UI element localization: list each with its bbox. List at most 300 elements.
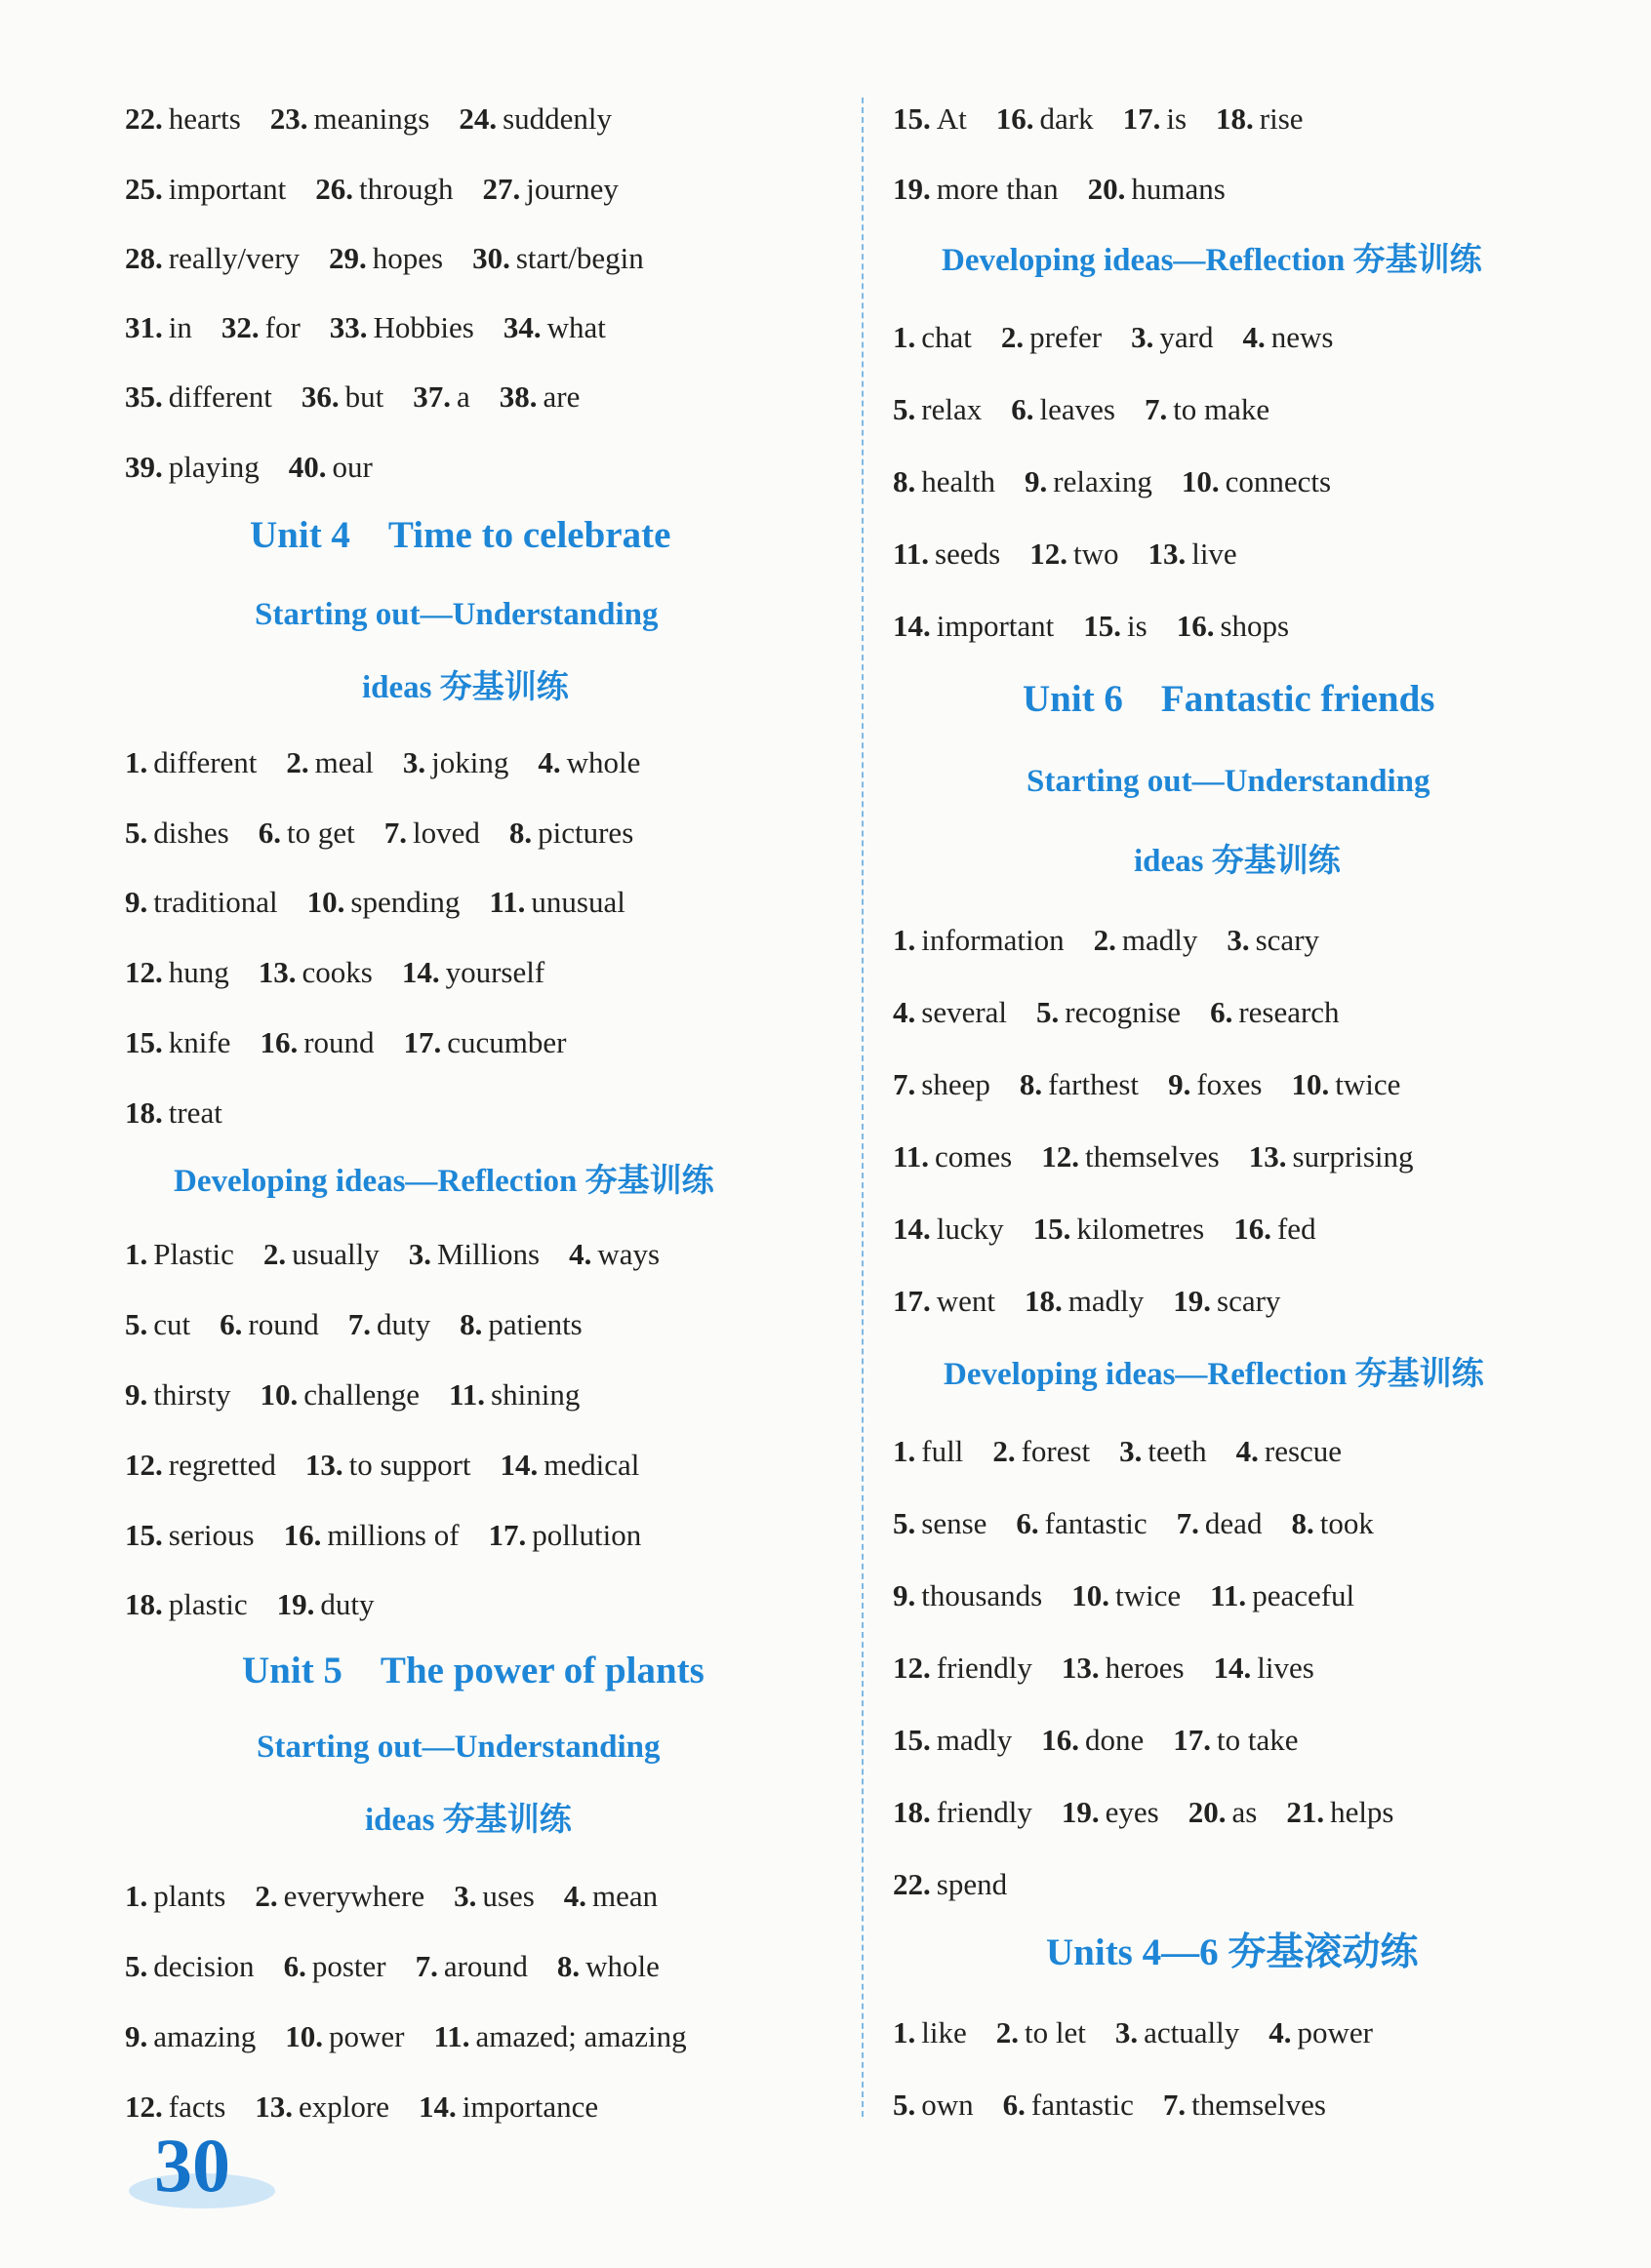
answer-line [125, 2088, 627, 2127]
answer-text: yourself [445, 955, 545, 989]
answer-text: fantastic [1044, 1506, 1148, 1540]
answer-number: 8. [1291, 1506, 1314, 1540]
answer-number: 6. [1011, 392, 1034, 426]
answer-number: 5. [893, 392, 916, 426]
answer-line [125, 1094, 252, 1133]
answer-text: friendly [936, 1651, 1032, 1685]
answer-number: 33. [329, 310, 368, 344]
answer-number: 7. [1176, 1506, 1199, 1540]
answer-number: 6. [1002, 2088, 1026, 2122]
unit-heading: Unit 5 The power of plants [242, 1650, 705, 1691]
answer-text: Millions [436, 1237, 541, 1271]
answer-item [416, 1947, 528, 1986]
answer-text: actually [1144, 2015, 1240, 2049]
answer-text: what [546, 310, 606, 344]
answer-item [1083, 607, 1147, 646]
answer-text: twice [1115, 1578, 1182, 1612]
answer-item [893, 462, 995, 501]
answer-item [1119, 1432, 1207, 1471]
answer-number: 4. [538, 745, 561, 779]
answer-number: 25. [125, 172, 163, 206]
answer-text: foxes [1196, 1067, 1263, 1101]
answer-number: 8. [556, 1949, 581, 1983]
answer-text: medical [544, 1448, 640, 1482]
answer-number: 11. [893, 537, 930, 571]
answer-number: 40. [288, 450, 327, 484]
answer-item [1268, 2013, 1373, 2052]
answer-number: 2. [1093, 923, 1116, 957]
answer-text: to take [1217, 1723, 1299, 1757]
answer-line [125, 814, 663, 853]
answer-number: 17. [488, 1518, 527, 1552]
answer-text: sheep [921, 1067, 990, 1101]
answer-text: full [921, 1434, 964, 1468]
answer-item [284, 1516, 460, 1555]
answer-number: 10. [1181, 464, 1220, 498]
answer-text: ways [597, 1237, 661, 1271]
answer-text: lucky [936, 1212, 1004, 1246]
answer-text: teeth [1148, 1434, 1207, 1468]
answer-item [125, 2088, 225, 2127]
answer-item [125, 1516, 255, 1555]
answer-line [125, 1375, 609, 1414]
answer-number: 26. [315, 172, 354, 206]
answer-text: meanings [313, 101, 430, 136]
answer-text: recognise [1065, 995, 1182, 1029]
answer-number: 15. [125, 1518, 163, 1552]
answer-text: suddenly [503, 101, 613, 136]
answer-line [125, 308, 635, 347]
answer-text: for [264, 310, 301, 344]
answer-line [893, 535, 1267, 574]
answer-number: 19. [893, 172, 931, 206]
answer-line [893, 1210, 1346, 1249]
answer-item [1227, 921, 1319, 960]
answer-item [125, 1305, 190, 1344]
answer-item [305, 1446, 471, 1485]
answer-line [893, 1065, 1430, 1104]
answer-text: shining [491, 1377, 581, 1412]
answer-number: 10. [306, 885, 345, 919]
answer-number: 36. [301, 379, 340, 414]
answer-item [260, 1023, 374, 1062]
answer-item [1094, 921, 1198, 960]
answer-text: round [303, 1025, 375, 1059]
answer-item [1249, 1137, 1414, 1176]
answer-number: 27. [482, 172, 521, 206]
answer-line [125, 953, 574, 992]
answer-number: 3. [454, 1879, 477, 1913]
answer-number: 2. [262, 1237, 287, 1271]
answer-item [125, 170, 286, 209]
answer-text: information [921, 923, 1065, 957]
answer-item [893, 1865, 1007, 1904]
answer-text: journey [526, 172, 619, 206]
answer-line [893, 1793, 1424, 1832]
answer-item [402, 953, 544, 992]
answer-text: everywhere [283, 1879, 425, 1913]
answer-number: 14. [893, 1212, 931, 1246]
answer-number: 3. [1227, 923, 1250, 957]
answer-text: amazing [153, 2019, 257, 2053]
answer-item [1020, 1065, 1139, 1104]
answer-item [459, 99, 612, 139]
answer-item [270, 99, 430, 139]
answer-text: power [329, 2019, 405, 2053]
answer-item [472, 239, 644, 278]
answer-item [307, 883, 461, 922]
answer-line [125, 1235, 689, 1274]
answer-number: 18. [1216, 101, 1254, 136]
answer-item [503, 308, 606, 347]
answer-item [893, 607, 1054, 646]
answer-item [1071, 1576, 1181, 1615]
answer-number: 9. [1025, 464, 1048, 498]
answer-text: spending [350, 885, 461, 919]
answer-item [1011, 390, 1115, 429]
answer-item [284, 1947, 386, 1986]
answer-line [893, 1282, 1309, 1321]
answer-item [263, 1235, 380, 1274]
answer-text: a [457, 379, 470, 414]
answer-item [893, 318, 972, 357]
answer-text: connects [1225, 464, 1332, 498]
answer-number: 15. [1032, 1212, 1071, 1246]
answer-line [125, 1585, 404, 1624]
answer-line [125, 1023, 596, 1062]
answer-number: 5. [893, 2088, 916, 2122]
answer-number: 7. [1144, 392, 1168, 426]
answer-number: 16. [283, 1518, 322, 1552]
answer-number: 6. [220, 1307, 243, 1341]
answer-item [125, 1446, 276, 1485]
answer-text: hopes [372, 241, 444, 275]
answer-text: knife [168, 1025, 231, 1059]
answer-item [404, 1023, 567, 1062]
answer-text: amazed; amazing [475, 2019, 687, 2053]
answer-item [454, 1877, 535, 1916]
answer-text: playing [168, 450, 260, 484]
answer-number: 3. [1114, 2015, 1139, 2049]
answer-number: 13. [1148, 537, 1187, 571]
answer-item [260, 1375, 420, 1414]
answer-text: hearts [168, 101, 241, 136]
answer-text: regretted [168, 1448, 276, 1482]
answer-number: 19. [1173, 1284, 1212, 1318]
answer-item [1210, 993, 1340, 1032]
answer-number: 3. [1131, 320, 1154, 354]
answer-number: 1. [125, 1237, 148, 1271]
answer-number: 1. [893, 320, 916, 354]
answer-text: farthest [1048, 1067, 1140, 1101]
answer-item [557, 1947, 660, 1986]
answer-text: joking [431, 745, 509, 779]
answer-number: 12. [1029, 537, 1067, 571]
answer-text: pictures [538, 816, 634, 850]
answer-item [893, 2086, 974, 2125]
answer-line [125, 378, 609, 417]
answer-item [1003, 2086, 1134, 2125]
answer-text: importance [462, 2089, 599, 2124]
answer-number: 30. [472, 241, 510, 275]
answer-number: 22. [893, 1867, 931, 1901]
answer-text: themselves [1191, 2088, 1326, 2122]
answer-number: 3. [408, 1237, 431, 1271]
answer-item [125, 2017, 256, 2056]
answer-item [1041, 1137, 1220, 1176]
answer-number: 2. [992, 1434, 1016, 1468]
answer-text: madly [936, 1723, 1013, 1757]
answer-item [1088, 170, 1226, 209]
answer-text: different [168, 379, 272, 414]
answer-text: plastic [168, 1587, 248, 1621]
answer-item [1168, 1065, 1262, 1104]
answer-text: start/begin [515, 241, 644, 275]
answer-number: 9. [125, 885, 148, 919]
answer-item [125, 239, 300, 278]
answer-number: 15. [125, 1025, 163, 1059]
answer-item [1123, 99, 1187, 139]
answer-number: 24. [459, 101, 498, 136]
answer-text: plants [153, 1879, 226, 1913]
answer-number: 12. [1041, 1139, 1079, 1174]
answer-item [403, 743, 508, 782]
answer-text: madly [1121, 923, 1198, 957]
answer-text: went [936, 1284, 996, 1318]
answer-number: 14. [401, 955, 440, 989]
answer-line [893, 462, 1360, 501]
answer-number: 13. [258, 955, 297, 989]
answer-text: different [153, 745, 258, 779]
answer-item [1177, 607, 1289, 646]
answer-number: 4. [563, 1879, 587, 1913]
answer-item [125, 1023, 230, 1062]
answer-line [893, 2086, 1355, 2125]
section-heading: Developing ideas—Reflection 夯基训练 [174, 1164, 714, 1199]
answer-item [893, 1282, 995, 1321]
answer-item [125, 1947, 255, 1986]
answer-item [1216, 99, 1304, 139]
answer-text: whole [566, 745, 641, 779]
answer-text: two [1072, 537, 1119, 571]
answer-text: millions of [327, 1518, 460, 1552]
answer-text: meal [314, 745, 374, 779]
answer-line [893, 607, 1318, 646]
answer-text: serious [168, 1518, 255, 1552]
answer-number: 5. [893, 1506, 916, 1540]
answer-text: peaceful [1252, 1578, 1355, 1612]
answer-item [315, 170, 453, 209]
answer-item [125, 1235, 234, 1274]
answer-text: our [332, 450, 373, 484]
answer-text: challenge [303, 1377, 420, 1412]
answer-item [1041, 1721, 1144, 1760]
answer-text: spend [936, 1867, 1008, 1901]
answer-text: dishes [153, 816, 229, 850]
answer-text: pollution [532, 1518, 642, 1552]
answer-text: usually [292, 1237, 380, 1271]
answer-text: prefer [1029, 320, 1103, 354]
answer-item [893, 1793, 1032, 1832]
answer-number: 10. [1291, 1067, 1330, 1101]
answer-text: cooks [302, 955, 373, 989]
answer-item [1062, 1793, 1159, 1832]
answer-text: thousands [921, 1578, 1043, 1612]
answer-text: duty [320, 1587, 375, 1621]
answer-number: 8. [893, 464, 916, 498]
answer-text: loved [413, 816, 480, 850]
answer-item [489, 883, 624, 922]
answer-number: 15. [1083, 609, 1122, 643]
answer-number: 7. [1162, 2088, 1187, 2122]
answer-line [893, 318, 1362, 357]
answer-number: 7. [415, 1949, 438, 1983]
answer-text: is [1127, 609, 1148, 643]
answer-item [449, 1375, 580, 1414]
answer-line [893, 921, 1349, 960]
answer-text: like [921, 2015, 967, 2049]
answer-item [893, 99, 967, 139]
answer-item [893, 1721, 1012, 1760]
answer-item [569, 1235, 660, 1274]
answer-item [460, 1305, 583, 1344]
section-heading: ideas 夯基训练 [362, 670, 569, 705]
answer-text: friendly [936, 1795, 1032, 1829]
answer-text: health [921, 464, 995, 498]
answer-item [893, 1649, 1032, 1688]
answer-number: 9. [125, 2019, 148, 2053]
answer-item [1173, 1282, 1280, 1321]
answer-item [259, 814, 355, 853]
answer-number: 2. [995, 2015, 1019, 2049]
answer-number: 39. [125, 450, 163, 484]
answer-text: scary [1255, 923, 1320, 957]
answer-number: 14. [500, 1448, 539, 1482]
answer-text: unusual [531, 885, 625, 919]
answer-item [289, 448, 373, 487]
answer-item [893, 1576, 1042, 1615]
answer-item [348, 1305, 430, 1344]
answer-number: 1. [893, 2015, 916, 2049]
answer-item [1163, 2086, 1326, 2125]
answer-text: dark [1039, 101, 1094, 136]
answer-text: traditional [153, 885, 278, 919]
answer-item [1210, 1576, 1354, 1615]
answer-text: At [936, 101, 967, 136]
answer-text: is [1166, 101, 1188, 136]
answer-item [1025, 1282, 1144, 1321]
answer-item [1029, 535, 1118, 574]
answer-item [302, 378, 383, 417]
answer-line [125, 1305, 612, 1344]
answer-item [125, 1094, 222, 1133]
answer-text: fantastic [1030, 2088, 1134, 2122]
answer-number: 20. [1188, 1795, 1227, 1829]
answer-line [893, 390, 1299, 429]
answer-item [419, 2088, 598, 2127]
answer-text: as [1231, 1795, 1258, 1829]
answer-item [1036, 993, 1181, 1032]
answer-item [125, 953, 229, 992]
answer-text: scary [1217, 1284, 1281, 1318]
answer-text: helps [1330, 1795, 1394, 1829]
answer-number: 1. [125, 745, 148, 779]
answer-item [1062, 1649, 1185, 1688]
answer-text: are [543, 379, 581, 414]
answer-text: kilometres [1076, 1212, 1205, 1246]
answer-item [255, 2088, 389, 2127]
answer-line [125, 2017, 716, 2056]
answer-item [1001, 318, 1102, 357]
column-divider [862, 98, 864, 2117]
answer-number: 11. [893, 1139, 930, 1174]
answer-item [1145, 390, 1269, 429]
answer-text: yard [1159, 320, 1214, 354]
answer-text: research [1238, 995, 1340, 1029]
answer-text: madly [1067, 1284, 1145, 1318]
answer-text: news [1270, 320, 1334, 354]
answer-text: to support [348, 1448, 471, 1482]
answer-number: 8. [1019, 1067, 1043, 1101]
answer-item [330, 308, 474, 347]
answer-item [1173, 1721, 1298, 1760]
answer-number: 14. [419, 2089, 457, 2124]
answer-text: but [344, 379, 384, 414]
section-heading: Starting out—Understanding [257, 1730, 661, 1765]
answer-text: important [168, 172, 287, 206]
answer-number: 20. [1087, 172, 1126, 206]
answer-number: 14. [1213, 1651, 1252, 1685]
answer-item [1291, 1504, 1373, 1543]
answer-text: several [921, 995, 1008, 1029]
section-heading: Starting out—Understanding [1027, 764, 1430, 799]
answer-line [893, 99, 1333, 139]
answer-item [538, 743, 640, 782]
answer-number: 2. [286, 745, 309, 779]
answer-item [125, 1375, 230, 1414]
answer-number: 1. [893, 923, 916, 957]
answer-text: surprising [1292, 1139, 1414, 1174]
answer-item [992, 1432, 1090, 1471]
answer-text: important [936, 609, 1055, 643]
answer-number: 5. [125, 1949, 148, 1983]
answer-number: 9. [893, 1578, 916, 1612]
answer-item [509, 814, 633, 853]
answer-item [893, 1137, 1012, 1176]
answer-number: 8. [508, 816, 533, 850]
answer-item [434, 2017, 687, 2056]
answer-text: Plastic [153, 1237, 234, 1271]
answer-item [893, 1432, 963, 1471]
answer-item [1025, 462, 1152, 501]
answer-text: decision [153, 1949, 255, 1983]
answer-number: 7. [347, 1307, 371, 1341]
answer-number: 19. [276, 1587, 315, 1621]
answer-line [893, 993, 1369, 1032]
answer-number: 17. [403, 1025, 442, 1059]
answer-item [277, 1585, 375, 1624]
answer-number: 32. [221, 310, 260, 344]
answer-number: 2. [255, 1879, 278, 1913]
answer-text: own [921, 2088, 974, 2122]
answer-text: thirsty [153, 1377, 231, 1412]
answer-line [893, 1137, 1443, 1176]
answer-text: heroes [1105, 1651, 1185, 1685]
answer-number: 1. [125, 1879, 148, 1913]
unit-heading: Unit 4 Time to celebrate [250, 514, 671, 556]
answer-text: duty [376, 1307, 431, 1341]
answer-line [893, 1504, 1403, 1543]
